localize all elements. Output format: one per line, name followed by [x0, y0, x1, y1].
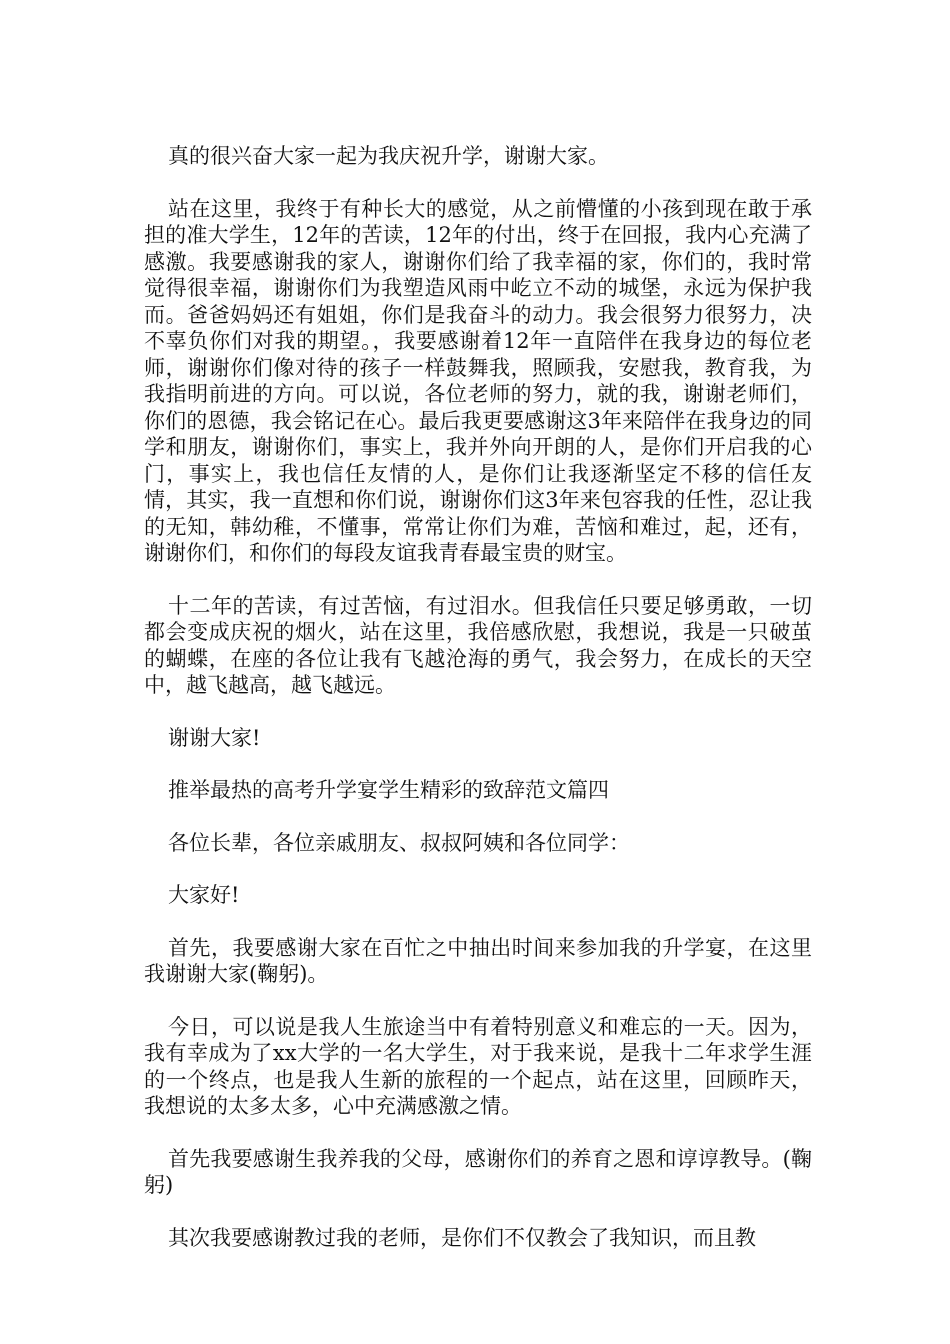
paragraph-6: 各位长辈，各位亲戚朋友、叔叔阿姨和各位同学： [168, 830, 630, 855]
document-page [144, 143, 812, 1277]
paragraph-8: 首先，我要感谢大家在百忙之中抽出时间来参加我的升学宴，在这里我谢谢大家(鞠躬)。 [144, 935, 812, 986]
paragraph-9: 今日，可以说是我人生旅途当中有着特别意义和难忘的一天。因为，我有幸成为了xx大学的一名大学生，对于我来说，是我十二年求学生涯的一个终点，也是我人生新的旅程的一个起点，站在这里，回顾昨天，我想说的太多太多，心中充满感激之情。 [144, 1014, 812, 1118]
paragraph-11: 其次我要感谢教过我的老师，是你们不仅教会了我知识，而且教 [168, 1225, 756, 1250]
paragraph-1: 真的很兴奋大家一起为我庆祝升学，谢谢大家。 [168, 144, 609, 168]
paragraph-10: 首先我要感谢生我养我的父母，感谢你们的养育之恩和谆谆教导。(鞠躬) [144, 1146, 812, 1197]
paragraph-2: 站在这里，我终于有种长大的感觉，从之前懵懂的小孩到现在敢于承担的准大学生，12年的苦读，12年的付出，终于在回报，我内心充满了感激。我要感谢我的家人，谢谢你们给了我幸福的家，你们的，我时常觉得很幸福，谢谢你们为我塑造风雨中屹立不动的城堡，永远为保护我而。爸爸妈妈还有姐姐，你们是我奋斗的动力。我会很努力很努力，决不辜负你们对我的期望。，我要感谢着12年一直陪伴在我身边的每位老师，谢谢你们像对待的孩子一样鼓舞我，照顾我，安慰我，教育我，为我指明前进的方向。可以说，各位老师的努力，就的我，谢谢老师们，你们的恩德，我会铭记在心。最后我更要感谢这3年来陪伴在我身边的同学和朋友，谢谢你们，事实上，我并外向开朗的人，是你们开启我的心门，事实上，我也信任友情的人，是你们让我逐渐坚定不移的信任友情，其实，我一直想和你们说，谢谢你们这3年来包容我的任性，忍让我的无知，韩幼稚，不懂事，常常让你们为难，苦恼和难过，起，还有，谢谢你们，和你们的每段友谊我青春最宝贵的财宝。 [144, 196, 812, 565]
paragraph-7: 大家好! [168, 883, 240, 907]
paragraph-3: 十二年的苦读，有过苦恼，有过泪水。但我信任只要足够勇敢，一切都会变成庆祝的烟火，站在这里，我倍感欣慰，我想说，我是一只破茧的蝴蝶，在座的各位让我有飞越沧海的勇气，我会努力，在成长的天空中，越飞越高，越飞越远。 [144, 593, 812, 697]
paragraph-4: 谢谢大家! [168, 725, 261, 750]
section-heading: 推举最热的高考升学宴学生精彩的致辞范文篇四 [168, 778, 609, 802]
